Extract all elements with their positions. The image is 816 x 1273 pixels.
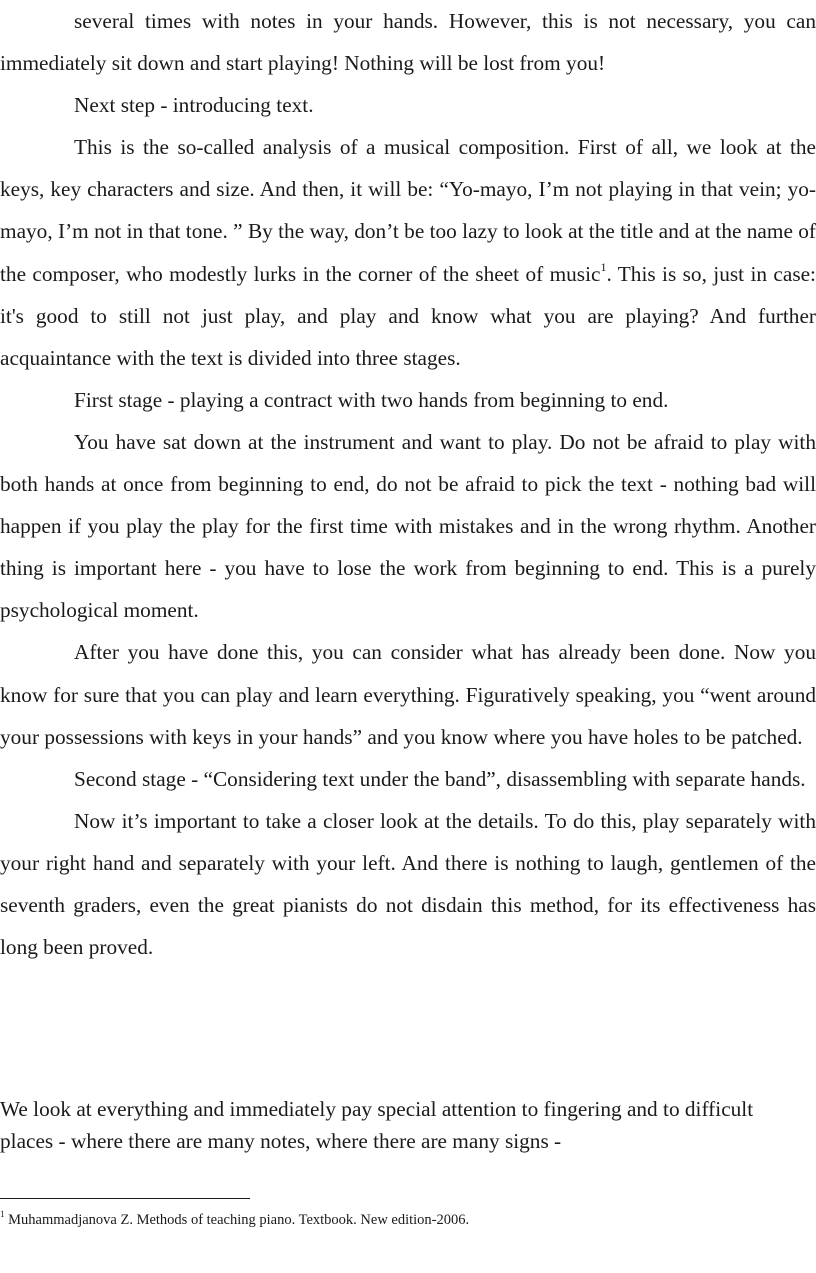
paragraph-6: After you have done this, you can consider what has already been done. Now you know for sure that you can play and learn everything. Figuratively speaking, you “went around your possessions with keys in your hands” and you know where you have holes to be patched. (0, 640, 816, 749)
footnote-marker: 1 (0, 1209, 5, 1220)
paragraph-3-text-before-note: This is the so-called analysis of a musical composition. First of all, we look at the keys, key characters and size. And then, it will be: “Yo-mayo, I’m not playing in that vein; yo-mayo, I’m not in that tone. ” By the way, don’t be too lazy to look at the title and at the name of the composer, who modestly lurks in the corner of the sheet of music (0, 135, 816, 286)
paragraph-8: Now it’s important to take a closer look at the details. To do this, play separately with your right hand and separately with your left. And there is nothing to laugh, gentlemen of the seventh graders, even the great pianists do not disdain this method, for its effectiveness has long been proved. (0, 808, 816, 960)
paragraph-3-text-after-note: . This is so, just in case: it's good to still not just play, and play and know what you are playing? And further acquaintance with the text is divided into three stages. (0, 261, 816, 370)
paragraph-1: several times with notes in your hands. However, this is not necessary, you can immediately sit down and start playing! Nothing will be lost from you! (0, 9, 816, 76)
paragraph-3 (0, 126, 816, 379)
paragraph-7: Second stage - “Considering text under the band”, disassembling with separate hands. (74, 766, 806, 791)
footnote (0, 1210, 816, 1230)
paragraph-4: First stage - playing a contract with two hands from beginning to end. (74, 387, 669, 412)
paragraph-9: We look at everything and immediately pay special attention to fingering and to difficult places - where there are many notes, where there are many signs - (0, 1097, 754, 1153)
footnote-separator (0, 1198, 250, 1199)
paragraph-2: Next step - introducing text. (74, 93, 314, 118)
paragraph-5: You have sat down at the instrument and want to play. Do not be afraid to play with both hands at once from beginning to end, do not be afraid to pick the text - nothing bad will happen if you play the play for the first time with mistakes and in the wrong rhythm. Another thing is important here - you have to lose the work from beginning to end. This is a purely psychological moment. (0, 429, 816, 623)
footnote-text: Muhammadjanova Z. Methods of teaching piano. Textbook. New edition-2006. (8, 1212, 470, 1228)
footnote-reference[interactable]: 1 (600, 260, 607, 275)
